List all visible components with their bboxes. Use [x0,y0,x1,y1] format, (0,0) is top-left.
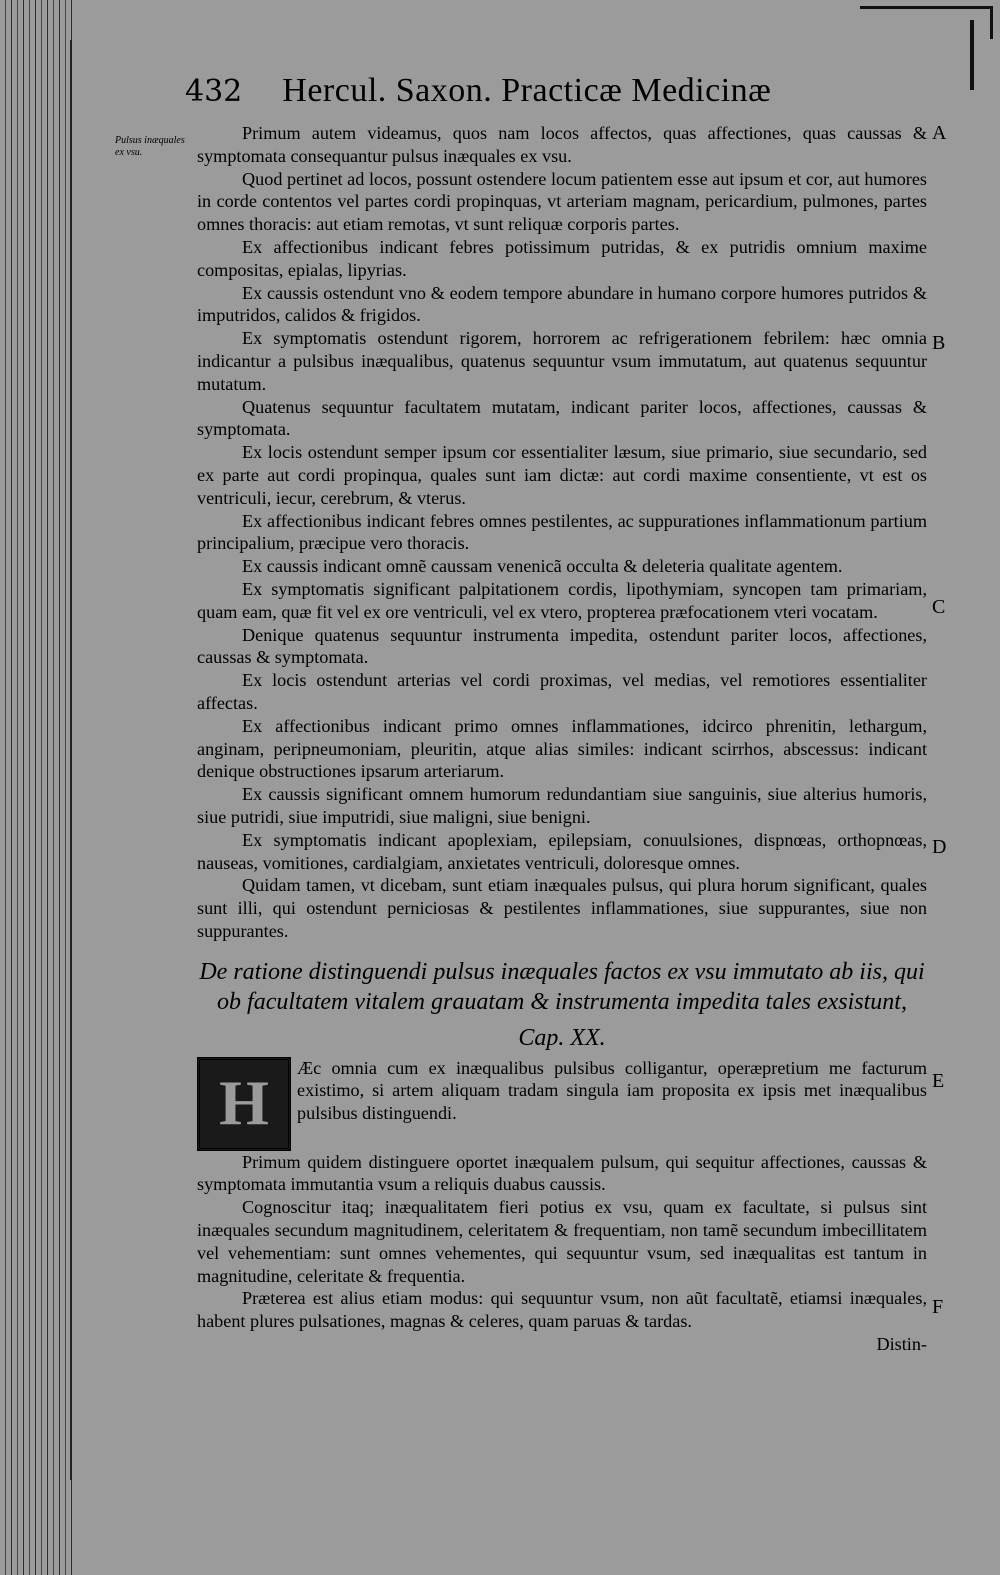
paragraph: Cognoscitur itaq; inæqualitatem fieri potius ex vsu, quam ex facultate, si pulsus sint inæquales secundum magnitudinem, celeritatem & frequentiam, non tamẽ secundum imbecillitatem vel vehementiam: sunt omnes vehementes, qui sequuntur vsum, sed inæqualitas est tantum in magnitudine, celeritate & frequentia. [197,1197,927,1286]
side-letter-c: C [932,596,946,618]
paragraph: Ex caussis significant omnem humorum redundantiam siue sanguinis, siue alterius humoris, siue putridi, siue imputridi, siue maligni, siue benigni. [197,784,927,827]
paragraph: Ex locis ostendunt arterias vel cordi proximas, vel medias, vel remotiores essentialiter affectas. [197,670,927,713]
paragraph: Præterea est alius etiam modus: qui sequuntur vsum, non aũt facultatẽ, etiamsi inæquales, habent plures pulsationes, magnas & celeres, quam paruas & tardas. [197,1288,927,1332]
paragraph: Quidam tamen, vt dicebam, sunt etiam inæquales pulsus, qui plura horum significant, quales sunt illi, qui ostendunt perniciosas & pestilentes inflammationes, siue suppurantes, siue non suppurantes. [197,875,927,941]
paragraph: Ex locis ostendunt semper ipsum cor essentialiter læsum, siue primario, siue secundario, sed ex parte aut cordi propinqua, quales sunt iam dictæ: aut cordi maxime consentiente, vt est os ventriculi, iecur, cerebrum, & vterus. [197,442,927,508]
paragraph: Ex symptomatis significant palpitationem cordis, lipothymiam, syncopen tam primariam, quam eam, quæ fit vel ex ore ventriculi, vel ex vtero, propterea præfocationem vteri vocatam. [197,578,927,622]
side-letter-e: E [932,1070,945,1092]
chapter-number: Cap. XX. [518,1024,606,1051]
paragraph: Quod pertinet ad locos, possunt ostendere locum patientem esse aut ipsum et cor, aut humores in corde contentos vel partes cordi propinquas, vt arteriam magnam, pericardium, pulmones, partes omnes thoracis: aut etiam remotas, vt sunt reliquæ corporis partes. [197,168,927,235]
page-number: 432 [185,74,243,109]
running-title: Hercul. Saxon. Practicæ Medicinæ [282,72,772,109]
binding-gutter [0,0,75,1575]
paragraph: Ex symptomatis ostendunt rigorem, horrorem ac refrigerationem febrilem: hæc omnia indicantur a pulsibus inæqualibus, quatenus sequuntur vsum immutatum, aut quatenus sequuntur mutatum. [197,328,927,394]
paragraph: Primum autem videamus, quos nam locos affectos, quas affectiones, quas caussas & symptomata consequantur pulsus inæquales ex vsu. [197,123,927,166]
side-letter-f: F [932,1296,944,1318]
corner-mark-vertical [970,20,974,90]
decorated-initial: H [197,1057,291,1151]
paragraph: Ex affectionibus indicant primo omnes inflammationes, idcirco phrenitin, lethargum, anginam, peripneumoniam, pleuritin, atque alias similes: indicant scirrhos, abscessus: indicant denique obstructiones ipsarum arteriarum. [197,715,927,782]
paragraph: Ex affectionibus indicant febres omnes pestilentes, ac suppurationes inflammationum partium principalium, præcipue vero thoracis. [197,510,927,554]
side-letter-b: B [932,332,946,354]
margin-note: Pulsus inæquales ex vsu. [115,135,185,158]
page-header [185,72,845,110]
catchword: Distin- [876,1334,927,1355]
chapter-heading: De ratione distinguendi pulsus inæquales factos ex vsu immutato ab iis, qui ob facultatem vitalem grauatam & instrumenta impedita tales exsistunt, [199,958,925,1015]
paragraph: Ex symptomatis indicant apoplexiam, epilepsiam, conuulsiones, dispnœas, orthopnœas, nauseas, vomitiones, cardialgiam, anxietates ventriculi, doloresque omnes. [197,829,927,873]
paragraph: Quatenus sequuntur facultatem mutatam, indicant pariter locos, affectiones, caussas & symptomata. [197,396,927,440]
paragraph: Primum quidem distinguere oportet inæqualem pulsum, qui sequitur affectiones, caussas & symptomata immutantia vsum a reliquis duabus caussis. [197,1151,927,1195]
gutter-edge-line [70,40,72,1480]
paragraph: Denique quatenus sequuntur instrumenta impedita, ostendunt pariter locos, affectiones, caussas & symptomata. [197,624,927,668]
paragraph: Ex caussis ostendunt vno & eodem tempore abundare in humano corpore humores putridos & imputridos, calidos & frigidos. [197,282,927,326]
paragraph: Æc omnia cum ex inæqualibus pulsibus colligantur, operæpretium me facturum existimo, si artem aliquam tradam singula iam proposita ex ipsis met inæqualibus pulsibus distinguendi. [297,1057,927,1124]
side-letter-a: A [932,122,947,144]
chapter-opening [197,1057,927,1151]
page-body [197,122,927,1356]
paragraph: Ex affectionibus indicant febres potissimum putridas, & ex putridis omnium maxime compositas, epialas, lipyrias. [197,236,927,280]
side-letter-d: D [932,836,947,858]
paragraph: Ex caussis indicant omnẽ caussam venenicã occulta & deleteria qualitate agentem. [242,556,843,577]
